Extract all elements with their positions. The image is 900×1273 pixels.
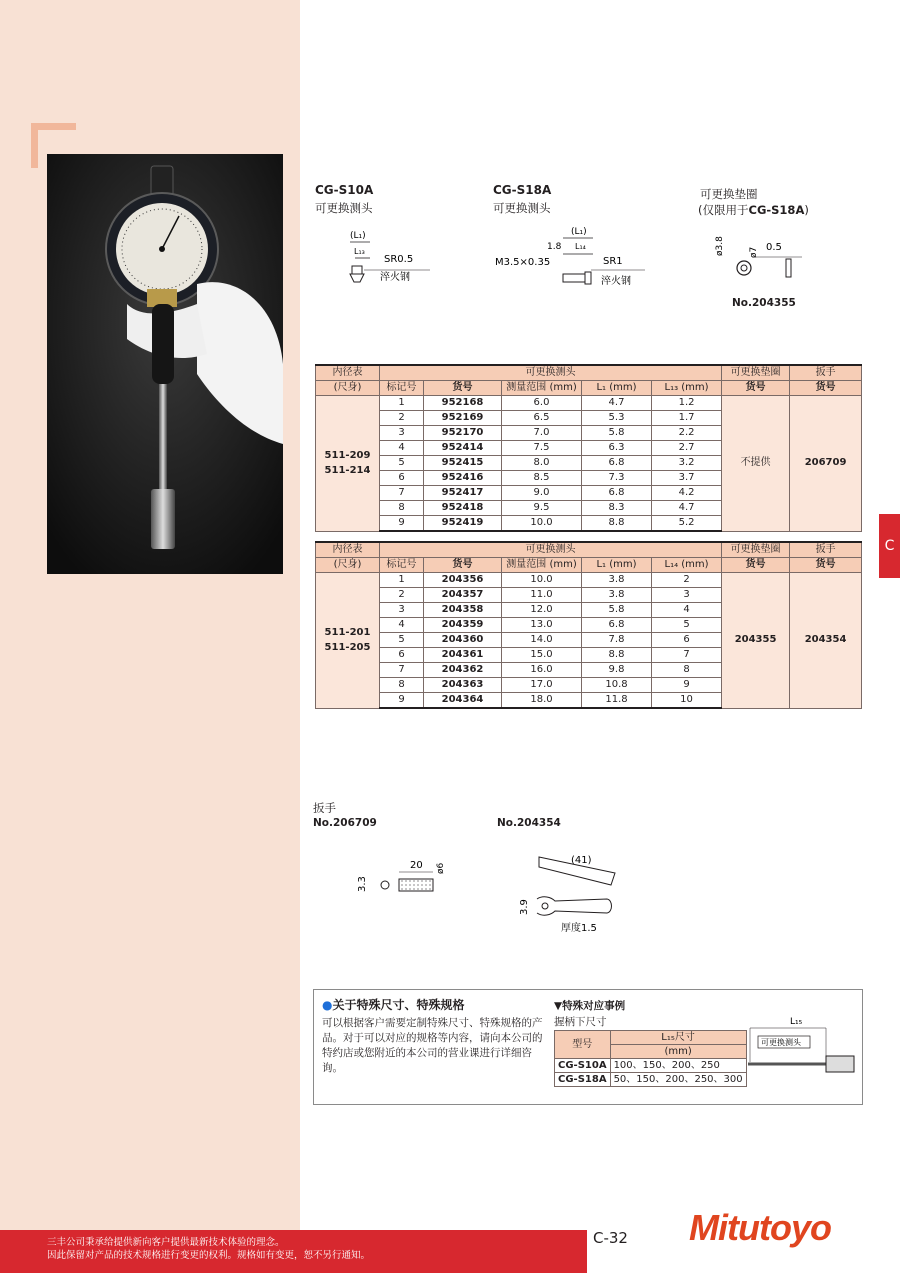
- t1-hdr-code: 货号: [424, 381, 502, 396]
- tip2-dim-1-8: 1.8: [547, 242, 562, 252]
- t2-wrench: 204354: [790, 573, 862, 709]
- table-cell: 952168: [424, 396, 502, 411]
- table-cell: 8.5: [502, 471, 582, 486]
- t1-hdr-washer-code: 货号: [722, 381, 790, 396]
- table-cell: 8.8: [582, 516, 652, 532]
- table-cell: 204361: [424, 648, 502, 663]
- table-cell: 10.8: [582, 678, 652, 693]
- table-cell: 15.0: [502, 648, 582, 663]
- tip2-l14-label: L₁₄: [575, 242, 586, 251]
- table-cell: 1.2: [652, 396, 722, 411]
- washer-note-model: CG-S18A: [748, 203, 805, 217]
- table-cell: 1: [380, 396, 424, 411]
- tip2-thread-label: M3.5×0.35: [495, 257, 551, 268]
- t1-hdr-l13: L₁₃ (mm): [652, 381, 722, 396]
- table-cell: 2.2: [652, 426, 722, 441]
- table-cell: 204360: [424, 633, 502, 648]
- table-cell: 5.8: [582, 603, 652, 618]
- table-cell: 952169: [424, 411, 502, 426]
- table-cell: 5: [380, 633, 424, 648]
- example-values-2: 50、150、200、250、300: [610, 1073, 746, 1087]
- table-cell: 11.0: [502, 588, 582, 603]
- table-cell: 18.0: [502, 693, 582, 709]
- brand-logo: Mitutoyo: [689, 1207, 831, 1248]
- product-photo: [47, 154, 283, 574]
- tip1-l13-label: L₁₃: [354, 247, 365, 256]
- bullet-icon: ●: [322, 998, 333, 1012]
- example-title: ▼特殊对应事例: [554, 1000, 626, 1012]
- t1-hdr-wrench: 扳手: [790, 365, 862, 381]
- example-col-unit: (mm): [610, 1045, 746, 1059]
- t2-hdr-range: 测量范围 (mm): [502, 558, 582, 573]
- table-cell: 6.8: [582, 486, 652, 501]
- spec-table-2: [315, 541, 862, 709]
- table-cell: 4.7: [652, 501, 722, 516]
- table-cell: 6.5: [502, 411, 582, 426]
- table-cell: 17.0: [502, 678, 582, 693]
- t1-model-1: 511-209: [324, 450, 371, 462]
- table-cell: 3: [652, 588, 722, 603]
- t1-hdr-indicator2: (尺身): [316, 381, 380, 396]
- t1-model: [316, 396, 380, 532]
- t2-hdr-wrench-code: 货号: [790, 558, 862, 573]
- table-cell: 952416: [424, 471, 502, 486]
- table-cell: 204356: [424, 573, 502, 588]
- table-cell: 9.0: [502, 486, 582, 501]
- table-cell: 8: [380, 501, 424, 516]
- footer-notice: [47, 1236, 370, 1262]
- wrench2-thickness-label: 厚度1.5: [561, 923, 597, 934]
- table-cell: 3.2: [652, 456, 722, 471]
- t2-hdr-mark: 标记号: [380, 558, 424, 573]
- washer-drawing: [712, 228, 812, 284]
- table-cell: 952419: [424, 516, 502, 532]
- table-cell: 204357: [424, 588, 502, 603]
- t2-hdr-indicator2: (尺身): [316, 558, 380, 573]
- table-cell: 952170: [424, 426, 502, 441]
- section-tab[interactable]: C: [879, 514, 900, 578]
- t1-hdr-washer: 可更换垫圈: [722, 365, 790, 381]
- table-cell: 8.0: [502, 456, 582, 471]
- table-cell: 7: [380, 486, 424, 501]
- t2-model-2: 511-205: [324, 642, 371, 654]
- table-cell: 4.7: [582, 396, 652, 411]
- table-cell: 8: [380, 678, 424, 693]
- special-text: 可以根据客户需要定制特殊尺寸、特殊规格的产品。对于可以对应的规格等内容，请向本公司的特约店或您附近的本公司的营业课进行详细咨询。: [322, 1017, 543, 1074]
- tip1-material-label: 淬火钢: [380, 272, 410, 283]
- table-cell: 14.0: [502, 633, 582, 648]
- washer-d2-label: ø7: [749, 246, 759, 258]
- example-col-l15: L₁₅尺寸: [610, 1031, 746, 1045]
- table-cell: 7.0: [502, 426, 582, 441]
- table-cell: 7: [652, 648, 722, 663]
- table-cell: 1.7: [652, 411, 722, 426]
- table-cell: 6.3: [582, 441, 652, 456]
- washer-note-suffix: ): [804, 203, 809, 217]
- special-title: [322, 996, 465, 1013]
- table-cell: 8.8: [582, 648, 652, 663]
- table-cell: 2.7: [652, 441, 722, 456]
- example-values-1: 100、150、200、250: [610, 1059, 746, 1073]
- table-cell: 9.8: [582, 663, 652, 678]
- tip1-drawing: [330, 222, 440, 292]
- t2-hdr-l1: L₁ (mm): [582, 558, 652, 573]
- table-cell: 10: [652, 693, 722, 709]
- table-cell: 952418: [424, 501, 502, 516]
- t1-hdr-wrench-code: 货号: [790, 381, 862, 396]
- table-cell: 13.0: [502, 618, 582, 633]
- special-title-text: 关于特殊尺寸、特殊规格: [332, 998, 465, 1012]
- table-cell: 7.5: [502, 441, 582, 456]
- washer-t-label: 0.5: [766, 242, 782, 253]
- t1-hdr-tip: 可更换测头: [380, 365, 722, 381]
- example-model-2: CG-S18A: [555, 1073, 611, 1087]
- t1-hdr-range: 测量范围 (mm): [502, 381, 582, 396]
- table-cell: 4: [652, 603, 722, 618]
- t1-hdr-l1: L₁ (mm): [582, 381, 652, 396]
- table-cell: 204363: [424, 678, 502, 693]
- table-cell: 5.2: [652, 516, 722, 532]
- example-subtitle: 握柄下尺寸: [554, 1016, 607, 1028]
- bore-gauge-illustration: [47, 154, 283, 574]
- table-cell: 7.3: [582, 471, 652, 486]
- table-cell: 3.8: [582, 588, 652, 603]
- t2-washer: 204355: [722, 573, 790, 709]
- table-cell: 204358: [424, 603, 502, 618]
- wrench1-d2-label: ø6: [436, 862, 446, 874]
- example-col-model: 型号: [555, 1031, 611, 1059]
- tip2-drawing: [493, 222, 653, 292]
- t2-model-1: 511-201: [324, 627, 371, 639]
- table-cell: 3.7: [652, 471, 722, 486]
- table-cell: 204364: [424, 693, 502, 709]
- table-cell: 10.0: [502, 573, 582, 588]
- table-cell: 952417: [424, 486, 502, 501]
- table-cell: 4: [380, 441, 424, 456]
- tip1-sr-label: SR0.5: [384, 254, 414, 265]
- tip2-title: CG-S18A: [493, 183, 552, 197]
- table-cell: 6.0: [502, 396, 582, 411]
- t1-hdr-mark: 标记号: [380, 381, 424, 396]
- table-cell: 6.8: [582, 456, 652, 471]
- table-cell: 952415: [424, 456, 502, 471]
- table-cell: 6.8: [582, 618, 652, 633]
- t2-hdr-tip: 可更换测头: [380, 542, 722, 558]
- table-cell: 3: [380, 603, 424, 618]
- table-cell: 5.8: [582, 426, 652, 441]
- table-cell: 5.3: [582, 411, 652, 426]
- washer-note: [698, 202, 809, 218]
- t2-hdr-washer-code: 货号: [722, 558, 790, 573]
- washer-d1-label: ø3.8: [715, 236, 725, 256]
- wrench2-len-label: (41): [571, 855, 592, 866]
- table-cell: 6: [380, 471, 424, 486]
- washer-title: 可更换垫圈: [700, 187, 758, 201]
- example-model-1: CG-S10A: [555, 1059, 611, 1073]
- table-cell: 12.0: [502, 603, 582, 618]
- table-cell: 10.0: [502, 516, 582, 532]
- table-cell: 1: [380, 573, 424, 588]
- table-cell: 5: [652, 618, 722, 633]
- wrench1-drawing: [355, 850, 455, 900]
- t1-hdr-indicator: 内径表: [316, 365, 380, 381]
- table-cell: 2: [380, 588, 424, 603]
- table-cell: 9: [380, 693, 424, 709]
- table-cell: 4: [380, 618, 424, 633]
- table-cell: 6: [380, 648, 424, 663]
- table-cell: 952414: [424, 441, 502, 456]
- wrench2-part-no: No.204354: [497, 817, 561, 829]
- tip-callout-label: 可更换测头: [761, 1038, 801, 1047]
- special-spec-box: [313, 989, 863, 1105]
- table-cell: 16.0: [502, 663, 582, 678]
- t1-washer: 不提供: [722, 396, 790, 532]
- tip2-l1-label: (L₁): [571, 227, 587, 237]
- table-cell: 9: [380, 516, 424, 532]
- footer-line-1: 三丰公司秉承给提供新向客户提供最新技术体验的理念。: [47, 1237, 285, 1248]
- page-number: C-32: [593, 1229, 628, 1247]
- tip1-title: CG-S10A: [315, 183, 374, 197]
- wrench1-part-no: No.206709: [313, 817, 377, 829]
- table-cell: 7.8: [582, 633, 652, 648]
- l15-diagram: [742, 1012, 858, 1082]
- table-cell: 2: [380, 411, 424, 426]
- tip2-material-label: 淬火钢: [601, 276, 631, 287]
- wrench1-len-label: 20: [410, 860, 423, 871]
- table-cell: 3: [380, 426, 424, 441]
- t1-model-2: 511-214: [324, 465, 371, 477]
- table-cell: 7: [380, 663, 424, 678]
- t2-hdr-indicator: 内径表: [316, 542, 380, 558]
- t2-hdr-l14: L₁₄ (mm): [652, 558, 722, 573]
- footer-line-2: 因此保留对产品的技术规格进行变更的权利。规格如有变更，恕不另行通知。: [47, 1250, 371, 1261]
- tip1-l1-label: (L₁): [350, 231, 366, 241]
- t2-hdr-washer: 可更换垫圈: [722, 542, 790, 558]
- example-table: [554, 1030, 747, 1087]
- t1-wrench: 206709: [790, 396, 862, 532]
- l15-label: L₁₅: [790, 1017, 803, 1027]
- table-cell: 11.8: [582, 693, 652, 709]
- table-cell: 5: [380, 456, 424, 471]
- wrench1-d1-label: 3.3: [357, 876, 368, 892]
- spec-table-1: [315, 364, 862, 532]
- table-cell: 204362: [424, 663, 502, 678]
- table-cell: 8.3: [582, 501, 652, 516]
- table-cell: 9: [652, 678, 722, 693]
- wrench2-w-label: 3.9: [519, 899, 530, 915]
- table-cell: 2: [652, 573, 722, 588]
- table-cell: 8: [652, 663, 722, 678]
- washer-note-prefix: (仅限用于: [698, 203, 749, 217]
- table-cell: 4.2: [652, 486, 722, 501]
- table-cell: 6: [652, 633, 722, 648]
- wrench-title: 扳手: [313, 801, 336, 815]
- tip2-sr-label: SR1: [603, 256, 623, 267]
- tip2-subtitle: 可更换测头: [493, 201, 551, 215]
- t2-hdr-wrench: 扳手: [790, 542, 862, 558]
- wrench2-drawing: [515, 845, 635, 940]
- tip1-subtitle: 可更换测头: [315, 201, 373, 215]
- table-cell: 3.8: [582, 573, 652, 588]
- washer-part-no: No.204355: [732, 297, 796, 309]
- table-cell: 204359: [424, 618, 502, 633]
- t2-hdr-code: 货号: [424, 558, 502, 573]
- table-cell: 9.5: [502, 501, 582, 516]
- t2-model: [316, 573, 380, 709]
